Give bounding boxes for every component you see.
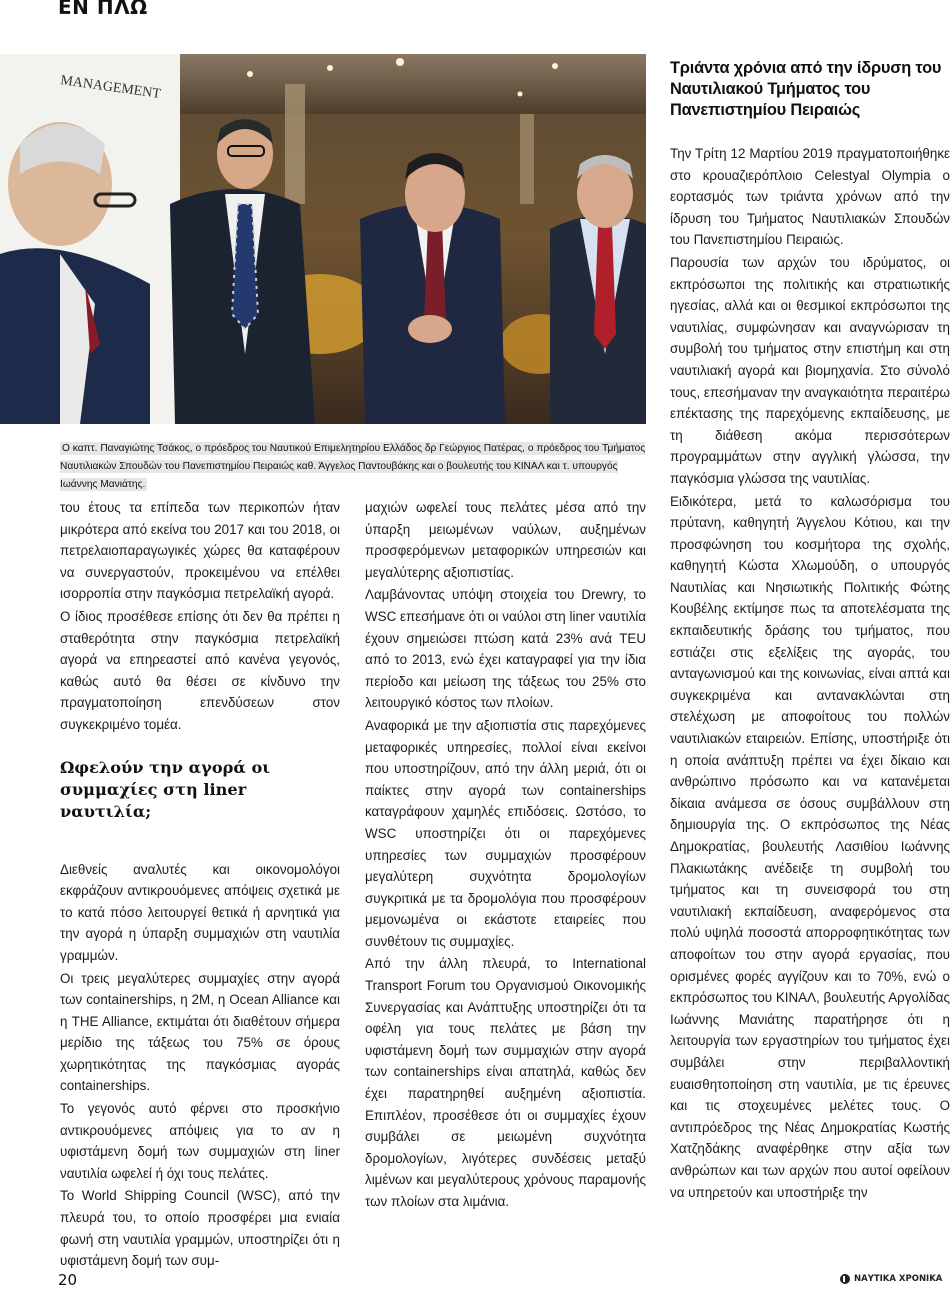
backdrop-text: MANAGEMENT — [59, 73, 162, 103]
article-column-3 — [670, 143, 950, 1204]
subheading: Ωφελούν την αγορά οι συμμαχίες στη liner ναυτιλία; — [60, 757, 271, 821]
paragraph: Διεθνείς αναλυτές και οικονομολόγοι εκφράζουν αντικρουόμενες απόψεις σχετικά με το κατά πόσο λειτουργεί θετικά ή αρνητικά για την αγορά η ύπαρξη συμμαχιών στη ναυτιλία γραμμών. — [60, 861, 340, 963]
ship-logo-icon — [840, 1274, 850, 1284]
paragraph: Ο ίδιος προσέθεσε επίσης ότι δεν θα πρέπει η σταθερότητα στην παγκόσμια πετρελαϊκή αγορά να επηρεαστεί από κανένα γεγονός, καθώς αυτό θα θέσει σε κίνδυνο την πραγματοποίηση επενδύσεων στον συγκεκριμένο τομέα. — [60, 608, 340, 732]
paragraph: Αναφορικά με την αξιοπιστία στις παρεχόμενες μεταφορικές υπηρεσίες, πολλοί είναι εκείνοι που υποστηρίζουν, από την άλλη μεριά, ότι οι παίκτες στην αγορά των containerships καταγράφουν χαμηλές επιδόσεις. Ωστόσο, το WSC υποστηρίζει ότι οι παρεχόμενες υπηρεσίες των συμμαχιών προσφέρουν μεγαλύτερη συχνότητα δρομολογίων συγκριτικά με τα δρομολόγια που προσφέρουν μεμονωμένα οι εκάστοτε εταιρείες που συνθέτουν τις συμμαχίες. — [365, 717, 646, 949]
paragraph: Παρουσία των αρχών του ιδρύματος, οι εκπρόσωποι της πολιτικής και στρατιωτικής ηγεσίας, αλλά και οι θεσμικοί εκπρόσωποι της ναυτιλίας, συμφώνησαν και αναγνώρισαν τη συμβολή του τμήματος στην επιστήμη και στη ναυτιλιακή αγορά και βιομηχανία. Στο σύνολό τους, επεσήμαναν την αναγκαιότητα περαιτέρω επέκτασης της παρεχόμενης εκπαίδευσης, με τη διάθεση ακόμα περισσότερων προγραμμάτων στην αγγλική γλώσσα, την παγκόσμια γλώσσα της ναυτιλίας. — [670, 254, 950, 486]
caption-text: Ο καπτ. Παναγιώτης Τσάκος, ο πρόεδρος του Ναυτικού Επιμελητηρίου Ελλάδος δρ Γεώργιος Πατέρας, ο πρόεδρος του Τμήματος Ναυτιλιακών Σπουδών του Πανεπιστημίου Πειραιώς καθ. Άγγελος Παντουβάκης και ο βουλευτής του ΚΙΝΑΛ και τ. υπουργός Ιωάννης Μανιάτης. — [60, 443, 646, 490]
page-number: 20 — [58, 1271, 78, 1289]
paragraph: μαχιών ωφελεί τους πελάτες μέσα από την ύπαρξη μειωμένων ναύλων, αυξημένων προσφερόμενων μεταφορικών υπηρεσιών και μεγαλύτερης αξιοπιστίας. — [365, 500, 646, 580]
sidebar-heading: Τριάντα χρόνια από την ίδρυση του Ναυτιλιακού Τμήματος του Πανεπιστημίου Πειραιώς — [670, 59, 942, 119]
paragraph: Το World Shipping Council (WSC), από την πλευρά του, το οποίο προσφέρει μια ενιαία φωνή στη ναυτιλία γραμμών, υποστηρίζει ότι η υφιστάμενη δομή των συμ- — [60, 1188, 340, 1269]
paragraph: Την Τρίτη 12 Μαρτίου 2019 πραγματοποιήθηκε στο κρουαζιερόπλοιο Celestyal Olympia ο εορτασμός των τριάντα χρόνων από την ίδρυση του Τμήματος Ναυτιλιακών Σπουδών του Πανεπιστημίου Πειραιώς. — [670, 146, 950, 248]
article-photo — [0, 54, 646, 424]
paragraph: Το γεγονός αυτό φέρνει στο προσκήνιο αντικρουόμενες απόψεις για το αν η υφιστάμενη δομή των συμμαχιών στη liner ναυτιλία ωφελεί ή όχι τους πελάτες. — [60, 1101, 340, 1181]
photo-caption — [60, 440, 646, 494]
paragraph: Οι τρεις μεγαλύτερες συμμαχίες στην αγορά των containerships, η 2M, η Ocean Alliance και η THE Alliance, εκτιμάται ότι διαθέτουν σήμερα μερίδιο της τάξεως του 75% σε όρους χωρητικότητας της παγκόσμιας αγοράς containerships. — [60, 970, 340, 1094]
paragraph: Από την άλλη πλευρά, το International Transport Forum του Οργανισμού Οικονομικής Συνεργασίας και Ανάπτυξης υποστηρίζει ότι τα οφέλη για τους πελάτες με βάση την υφιστάμενη δομή των συμμαχιών στην αγορά των containerships είναι απατηλά, καθώς δεν έχει παρατηρηθεί αυξημένη αξιοπιστία. Επιπλέον, προσέθεσε ότι οι συμμαχίες έχουν συμβάλει σε μειωμένη συχνότητα δρομολογίων, λιγότερες συνδέσεις μεταξύ λιμένων και μεγαλύτερους χρόνους παραμονής των πλοίων στα λιμάνια. — [365, 956, 646, 1209]
photo-illustration — [0, 54, 646, 424]
paragraph: Λαμβάνοντας υπόψη στοιχεία του Drewry, το WSC επεσήμανε ότι οι ναύλοι στη liner ναυτιλία έχουν σημειώσει πτώση κατά 23% ανά TEU από το 2013, ενώ έχει καταγραφεί για την ίδια περίοδο και μείωση της τάξεως του 25% στο λειτουργικό κόστος των πλοίων. — [365, 587, 646, 711]
brand-name: ΝΑΥΤΙΚΑ ΧΡΟΝΙΚΑ — [854, 1274, 943, 1284]
paragraph: Ειδικότερα, μετά το καλωσόρισμα του πρύτανη, καθηγητή Άγγελου Κότιου, και την προσφώνηση του κοσμήτορα της σχολής, καθηγητή Κώστα Χλωμούδη, ο υπουργός Ναυτιλίας και Νησιωτικής Πολιτικής Φώτης Κουβέλης εκτίμησε πως τα αποτελέσματα της εκπαιδευτικής δράσης του τμήματος, που εστιάζει στις εξελίξεις της αγοράς, του ανταγωνισμού και της κοινωνίας, είναι απτά και συγκεκριμένα και αντανακλώνται στη στελέχωση με αποφοίτους του πολλών ναυτιλιακών εταιρειών. Επίσης, υποστήριξε ότι η οποία ανάπτυξη πρέπει να έχει δίκαιο και ανθρώπινο πρόσωπο και να κατανέμεται δίκαια ανάμεσα σε όσους συμβάλλουν στη δημιουργία της. Ο εκπρόσωπος της Νέας Δημοκρατίας, βουλευτής Λασιθίου Ιωάννης Πλακιωτάκης ανέδειξε τη συμβολή του τμήματος και τη συνεισφορά του στη ναυτιλιακή εκπαίδευση, αναφερόμενος στα πολύ υψηλά ποσοστά απορροφητικότητας των αποφοίτων του στην αγορά εργασίας, που ορισμένες φορές αγγίζουν και το 70%, ενώ ο εκπρόσωπος του ΚΙΝΑΛ, βουλευτής Αργολίδας Ιωάννης Μανιάτης παρατήρησε ότι η λειτουργία των εργαστηρίων του τμήματος έχει συμβάλει στην περιβαλλοντική ευαισθητοποίηση στη ναυτιλία, με τις έρευνες και τις στοχευμένες μελέτες τους. Ο αντιπρόεδρος της Νέας Δημοκρατίας Κωστής Χατζηδάκης αναφέρθηκε στην αξία των ανθρώπων και των αρχών που αυτοί οφείλουν να υπηρετούν και υποστήριξε την — [670, 493, 950, 1200]
article-column-2 — [365, 497, 646, 1214]
footer-brand — [840, 1274, 942, 1284]
paragraph: του έτους τα επίπεδα των περικοπών ήταν μικρότερα από εκείνα του 2017 και του 2018, οι πετρελαιοπαραγωγικές χώρες θα καταφέρουν να συνεργαστούν, προκειμένου να επέλθει ισορροπία στην παγκόσμια πετρελαϊκή αγορά. — [60, 500, 340, 602]
section-header: ΕΝ ΠΛΩ — [58, 0, 148, 19]
article-column-1 — [60, 497, 340, 1273]
